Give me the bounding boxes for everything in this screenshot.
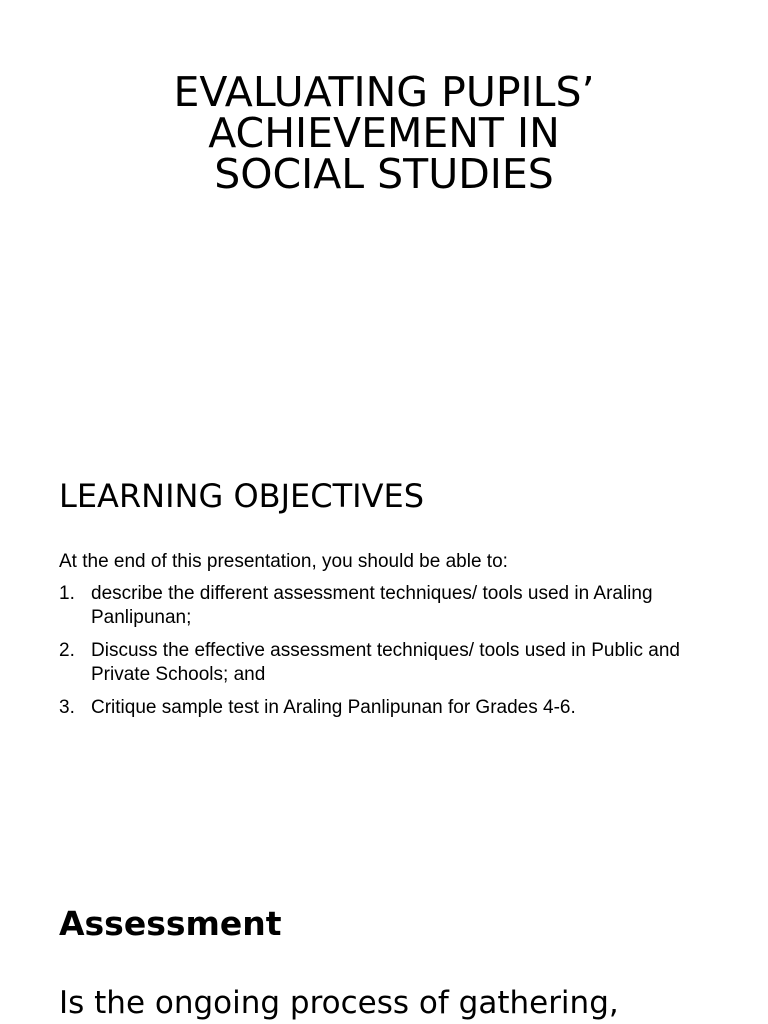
title-line: SOCIAL STUDIES <box>214 150 554 198</box>
list-item <box>59 639 719 687</box>
title-line: ACHIEVEMENT IN <box>208 109 560 157</box>
list-item <box>59 696 719 720</box>
title-line: EVALUATING PUPILS’ <box>173 68 595 116</box>
learning-objectives-heading: LEARNING OBJECTIVES <box>59 477 424 515</box>
objectives-intro: At the end of this presentation, you should be able to: <box>59 551 508 572</box>
objectives-list <box>59 582 719 729</box>
list-item-text: Discuss the effective assessment techniques/ tools used in Public and Private Schools; and <box>91 640 680 685</box>
list-item-number: 2. <box>59 640 75 661</box>
list-item-number: 3. <box>59 697 75 718</box>
list-item <box>59 582 719 630</box>
assessment-heading: Assessment <box>59 904 282 943</box>
list-item-text: Critique sample test in Araling Panlipunan for Grades 4-6. <box>91 697 576 718</box>
assessment-definition: Is the ongoing process of gathering, <box>59 985 619 1021</box>
list-item-text: describe the different assessment techniques/ tools used in Araling Panlipunan; <box>91 583 653 628</box>
list-item-number: 1. <box>59 583 75 604</box>
slide-title <box>84 68 684 198</box>
